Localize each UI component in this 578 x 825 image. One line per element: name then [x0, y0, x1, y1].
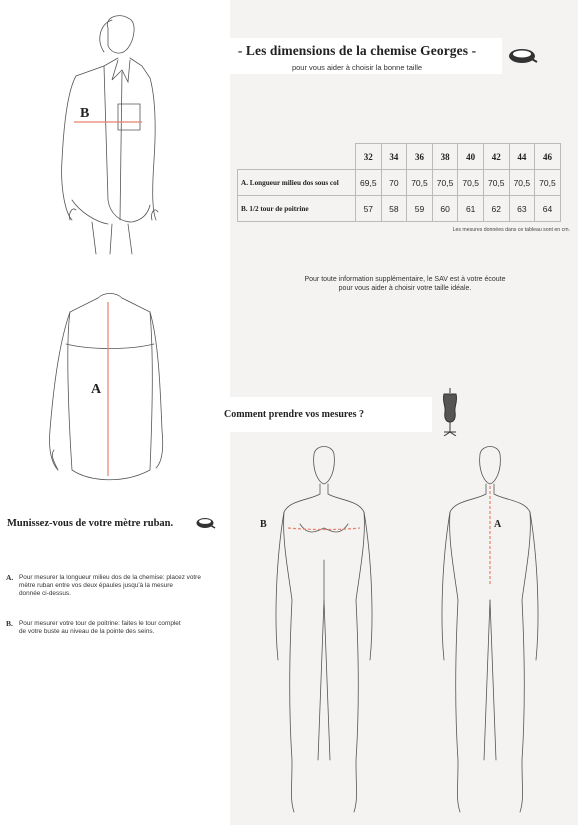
instruction-letter: A.	[6, 573, 14, 582]
table-cell: 70,5	[535, 170, 561, 196]
table-cell: 62	[483, 196, 509, 222]
table-cell: 70,5	[483, 170, 509, 196]
row-label: A. Longueur milieu dos sous col	[238, 170, 356, 196]
size-table	[237, 143, 561, 222]
title-box	[212, 38, 502, 74]
shirt-front-illustration	[62, 16, 158, 254]
size-header: 34	[381, 144, 407, 170]
how-to-measure-box	[212, 397, 432, 432]
size-header: 44	[509, 144, 535, 170]
instruction-a	[6, 574, 201, 599]
size-header: 40	[458, 144, 484, 170]
tape-measure-icon	[508, 46, 538, 66]
table-cell: 61	[458, 196, 484, 222]
table-corner	[238, 144, 356, 170]
info-line: Pour toute information supplémentaire, le SAV est à votre écoute	[304, 276, 506, 283]
size-header: 36	[407, 144, 433, 170]
table-cell: 60	[432, 196, 458, 222]
table-cell: 70,5	[432, 170, 458, 196]
size-header: 38	[432, 144, 458, 170]
page-title: - Les dimensions de la chemise Georges -	[237, 43, 477, 58]
instruction-b	[6, 620, 181, 636]
table-cell: 57	[356, 196, 382, 222]
instruction-line: Pour mesurer votre tour de poitrine: faites le tour complet	[19, 620, 181, 627]
table-note: Les mesures données dans ce tableau sont en cm.	[452, 227, 570, 233]
info-line: pour vous aider à choisir votre taille idéale.	[338, 284, 472, 292]
shirt-back-label-a: A	[91, 382, 102, 397]
table-cell: 69,5	[356, 170, 382, 196]
size-header: 32	[356, 144, 382, 170]
body-front-illustration	[276, 447, 372, 813]
body-front-label-b: B	[260, 519, 267, 530]
instruction-line: de votre buste au niveau de la pointe des seins.	[19, 628, 155, 636]
table-cell: 59	[407, 196, 433, 222]
page-subtitle: pour vous aider à choisir la bonne taille	[291, 63, 423, 72]
instruction-letter: B.	[6, 619, 13, 628]
table-cell: 70	[381, 170, 407, 196]
instruction-line: mètre ruban entre vos deux épaules jusqu'à la mesure	[19, 582, 173, 590]
table-row	[238, 196, 561, 222]
size-header: 42	[483, 144, 509, 170]
table-cell: 70,5	[407, 170, 433, 196]
shirt-back-illustration	[49, 294, 162, 480]
table-cell: 64	[535, 196, 561, 222]
instruction-line: donnée ci-dessus.	[19, 590, 71, 598]
info-text	[260, 276, 550, 293]
table-row	[238, 170, 561, 196]
body-back-label-a: A	[494, 519, 502, 530]
table-header-row	[238, 144, 561, 170]
tape-section-title: Munissez-vous de votre mètre ruban.	[7, 518, 174, 529]
row-label: B. 1/2 tour de poitrine	[238, 196, 356, 222]
shirt-front-label-b: B	[80, 106, 90, 121]
table-cell: 70,5	[458, 170, 484, 196]
size-header: 46	[535, 144, 561, 170]
tape-measure-icon	[196, 516, 216, 530]
how-to-measure-title: Comment prendre vos mesures ?	[224, 409, 364, 420]
dress-form-icon	[440, 388, 460, 436]
table-cell: 63	[509, 196, 535, 222]
table-cell: 58	[381, 196, 407, 222]
instruction-line: Pour mesurer la longueur milieu dos de la chemise: placez votre	[19, 574, 201, 581]
table-cell: 70,5	[509, 170, 535, 196]
